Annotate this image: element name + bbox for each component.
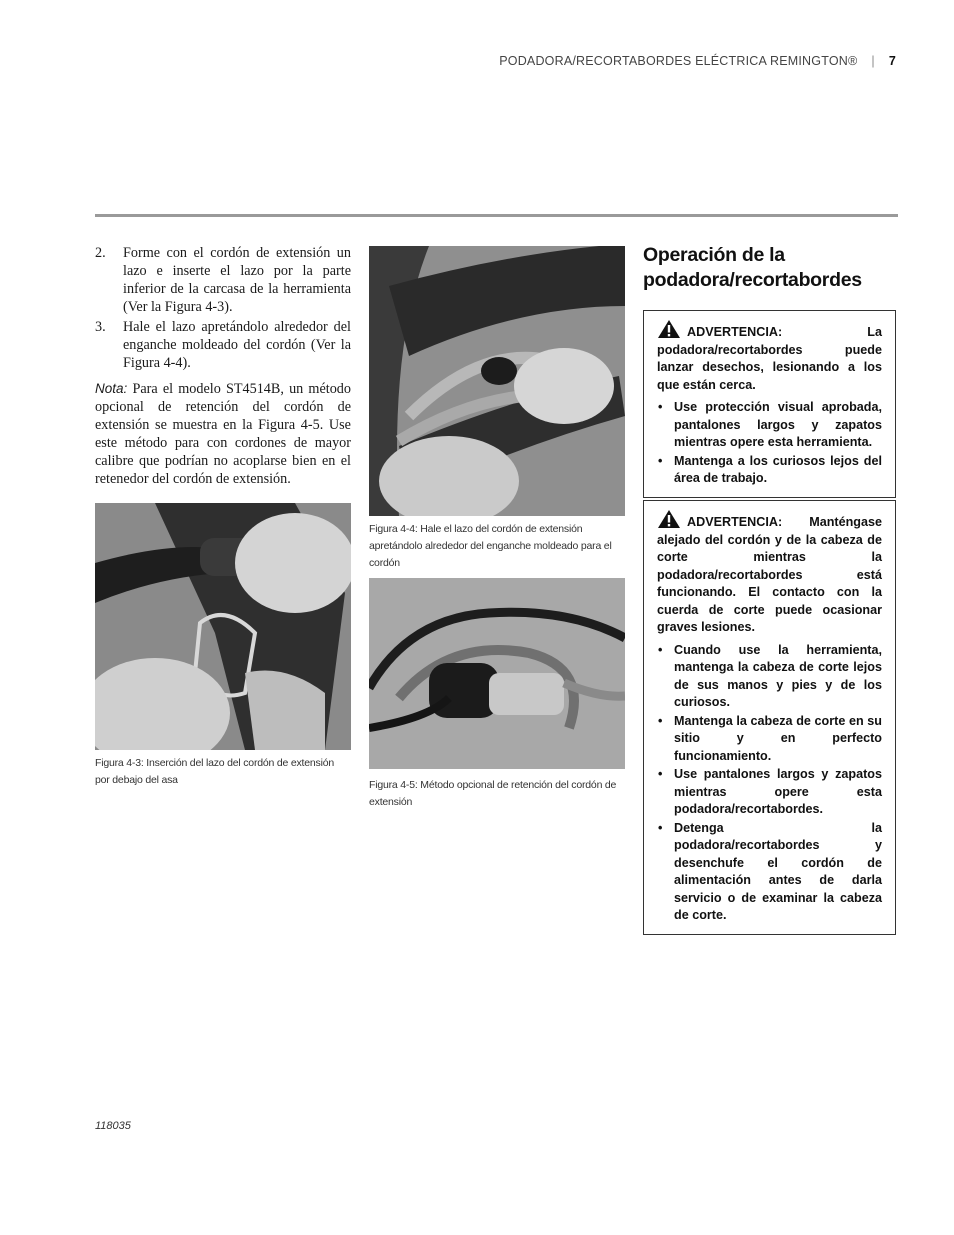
step-number: 2. (95, 245, 106, 261)
step-text: Hale el lazo apretándolo alrededor del enganche moldeado del cordón (Ver la Figura 4-4). (123, 319, 351, 371)
warning-bullet: • Use protección visual aprobada, pantalones largos y zapatos mientras opere esta herramienta. (657, 399, 882, 452)
figure-4-3-photo (95, 503, 351, 750)
figure-4-3-caption: Figura 4-3: Inserción del lazo del cordón de extensión por debajo del asa (95, 757, 335, 786)
document-code: 118035 (95, 1120, 131, 1132)
step-item (95, 318, 351, 372)
figure-4-5-caption: Figura 4-5: Método opcional de retención del cordón de extensión (369, 779, 617, 808)
step-item (95, 244, 351, 316)
figure-4-4-photo (369, 246, 625, 516)
figure-4-4-caption: Figura 4-4: Hale el lazo del cordón de extensión apretándolo alrededor del enganche moldeado para el cordón (369, 523, 612, 569)
running-header (499, 54, 896, 68)
section-rule (95, 214, 898, 217)
warning-bullet: • Cuando use la herramienta, mantenga la cabeza de corte lejos de sus manos y pies y de los curiosos. (657, 642, 882, 712)
note-label: Nota: (95, 381, 128, 396)
warning-lead (657, 319, 882, 394)
warning-1-text: ADVERTENCIA: La podadora/recortabordes puede lanzar desechos, lesionando a los que están cerca. (657, 325, 882, 392)
warning-1-list (657, 399, 882, 488)
steps-list (95, 244, 351, 372)
section-title: Operación de la podadora/recortabordes (643, 244, 862, 291)
note-paragraph (95, 380, 351, 488)
warning-bullet: • Detenga la podadora/recortabordes y desenchufe el cordón de alimentación antes de darla servicio o de examinar la cabeza de corte. (657, 820, 882, 925)
warning-triangle-icon (657, 319, 681, 339)
warning-triangle-icon (657, 509, 681, 529)
warning-bullet: • Mantenga a los curiosos lejos del área de trabajo. (657, 453, 882, 488)
figure-4-5-photo (369, 578, 625, 769)
warning-box-2 (643, 500, 896, 935)
header-title: PODADORA/RECORTABORDES ELÉCTRICA REMINGTON® (499, 54, 858, 68)
note-text: Para el modelo ST4514B, un método opcional de retención del cordón de extensión se muestra en la Figura 4-5. Use este método para con cordones de mayor calibre que podrían no acoplarse bien en el retenedor del cordón de extensión. (95, 381, 351, 487)
warning-2-text: ADVERTENCIA: Manténgase alejado del cordón y de la cabeza de corte mientras la podadora/recortabordes está funcionando. El contacto con la cuerda de corte puede ocasionar graves lesiones. (657, 515, 882, 634)
header-separator: | (871, 54, 875, 68)
warning-bullet: • Use pantalones largos y zapatos mientras opere esta podadora/recortabordes. (657, 766, 882, 819)
warning-lead (657, 509, 882, 637)
operation-section (643, 243, 899, 293)
step-number: 3. (95, 319, 106, 335)
step-text: Forme con el cordón de extensión un lazo e inserte el lazo por la parte inferior de la carcasa de la herramienta (Ver la Figura 4-3). (123, 245, 351, 315)
instructions-column (95, 244, 351, 488)
page-number: 7 (888, 54, 896, 68)
warning-box-1 (643, 310, 896, 498)
warning-2-list (657, 642, 882, 925)
warning-bullet: • Mantenga la cabeza de corte en su sitio y en perfecto funcionamiento. (657, 713, 882, 766)
